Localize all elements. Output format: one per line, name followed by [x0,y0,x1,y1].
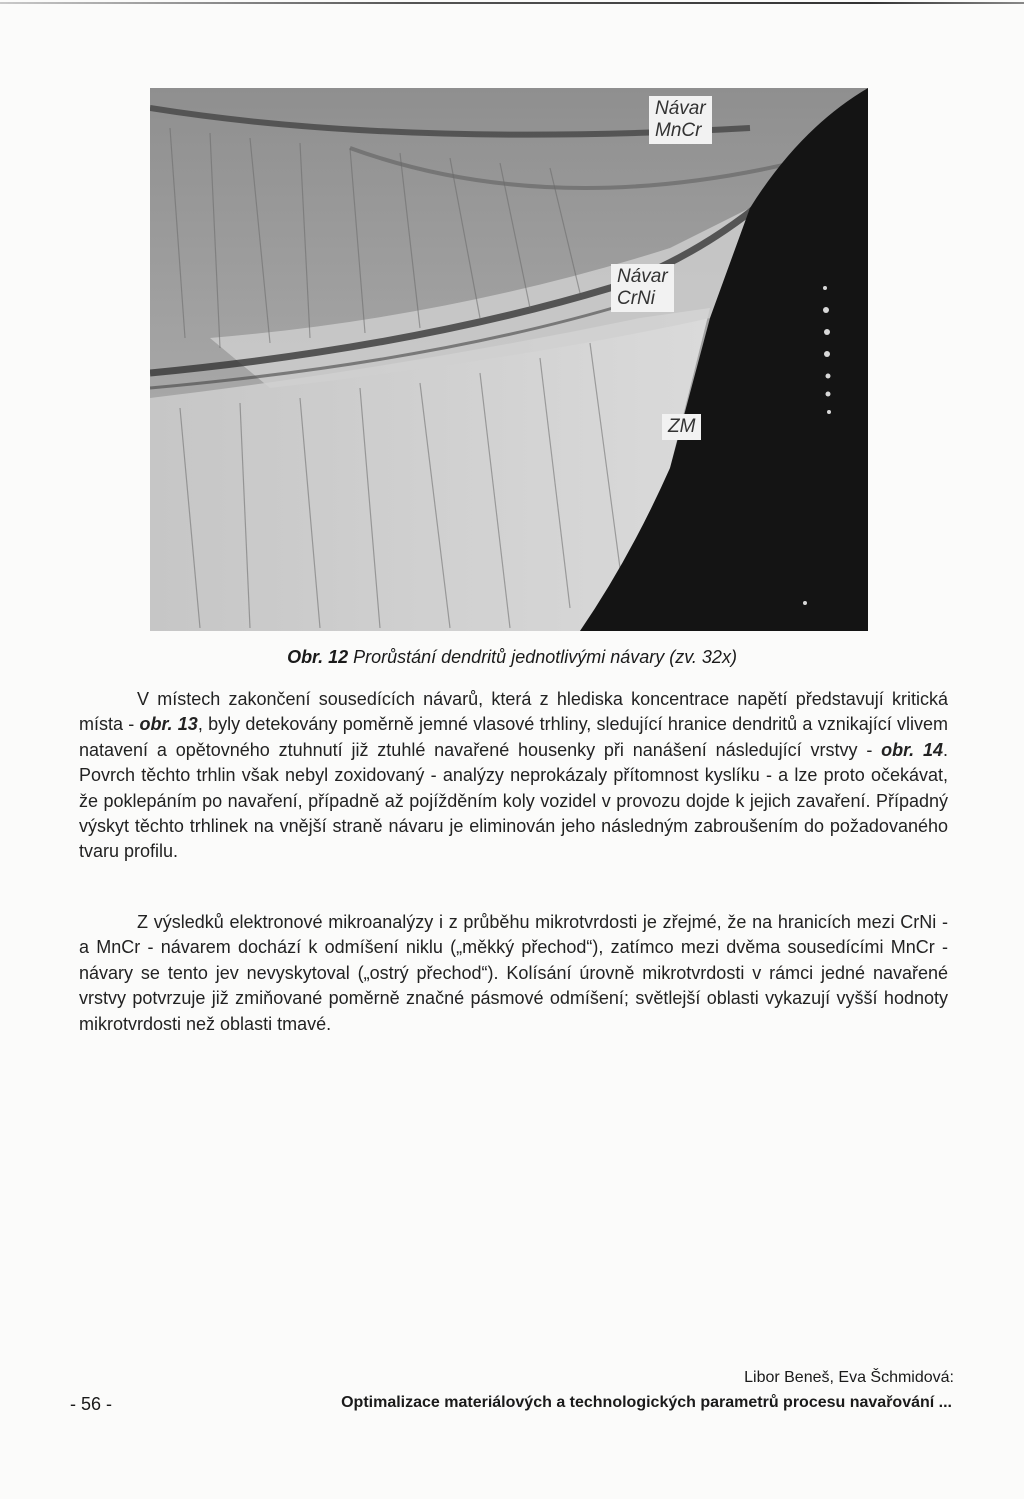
page-number: - 56 - [70,1394,113,1414]
caption-text: Prorůstání dendritů jednotlivými návary (zv. 32x) [353,647,737,667]
figure-label-zm: ZM [662,414,701,440]
paragraph-1-part-1: V místech zakončení sousedících návarů, která z hlediska koncentrace napětí představují kritická místa - [79,689,948,735]
paragraph-2-text: Z výsledků elektronové mikroanalýzy i z průběhu mikrotvrdosti je zřejmé, že na hranicích mezi CrNi - a MnCr - návarem dochází k odmíšení niklu („měkký přechod“), zatímco mezi dvěma sousedícími MnCr - návary se tento jev nevyskytoval („ostrý přechod“). Kolísání úrovně mikrotvrdosti v rámci jedné navařené vrstvy potvrzuje již zmiňované poměrně značné pásmové odmíšení; světlejší oblasti vykazují vyšší hodnoty mikrotvrdosti než oblasti tmavé. [79,912,948,1034]
paragraph-1 [79,687,948,865]
caption-number: Obr. 12 [287,647,349,667]
figure-caption [0,646,1024,668]
figure-label-mncr: Návar MnCr [649,96,712,144]
micrograph-figure [150,88,868,631]
paragraph-1-part-3: . Povrch těchto trhlin však nebyl zoxidovaný - analýzy neprokázaly přítomnost kyslíku - a lze proto očekávat, že poklepáním po navaření, případně až pojížděním koly vozidel v provozu dojde k jejich zavaření. Případný výskyt těchto trhlinek na vnější straně návaru je eliminován jeho následným zabroušením do požadovaného tvaru profilu. [79,739,949,862]
micrograph-image [150,88,868,631]
footer-book-title: Optimalizace materiálových a technologických parametrů procesu navařování ... [341,1394,952,1411]
paragraph-2 [79,910,948,1037]
figure-reference-14: obr. 14 [881,739,943,760]
figure-reference-13: obr. 13 [139,714,198,735]
footer-authors: Libor Beneš, Eva Šchmidová: [744,1369,954,1386]
top-rule [0,2,1024,4]
figure-label-crni: Návar CrNi [611,264,674,312]
paragraph-1-part-2: , byly detekovány poměrně jemné vlasové trhliny, sledující hranice dendritů a vznikající vlivem natavení a opětovného ztuhnutí již ztuhlé navařené housenky při nanášení následující vrstvy - [79,714,948,760]
